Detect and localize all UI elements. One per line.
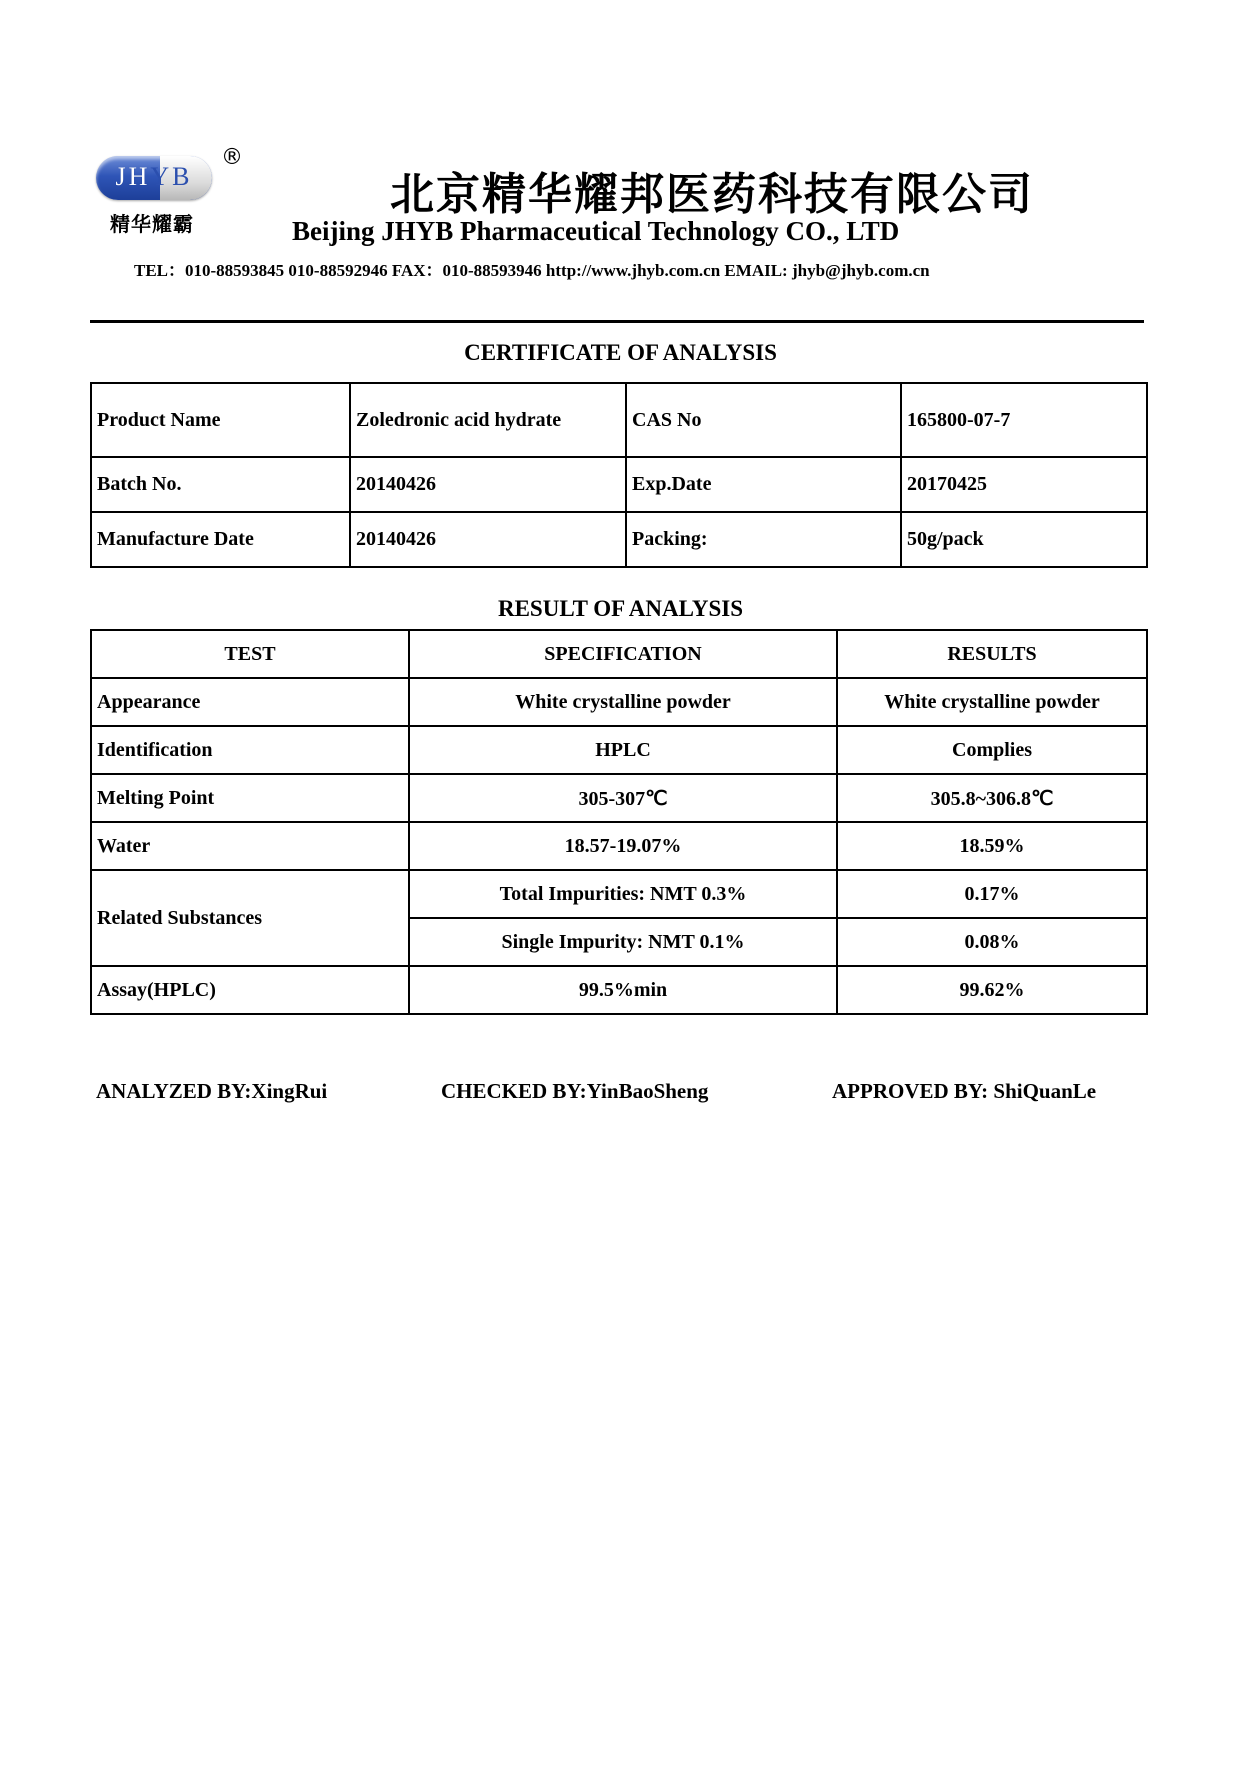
approved-by: APPROVED BY: ShiQuanLe	[832, 1079, 1097, 1103]
result-value: 99.62%	[837, 966, 1147, 1014]
test-name: Melting Point	[91, 774, 409, 822]
result-row	[91, 822, 1147, 870]
header-divider	[90, 320, 1144, 323]
info-label: CAS No	[626, 383, 901, 457]
result-value: 0.08%	[837, 918, 1147, 966]
specification-value: 99.5%min	[409, 966, 837, 1014]
specification-value: Total Impurities: NMT 0.3%	[409, 870, 837, 918]
specification-value: HPLC	[409, 726, 837, 774]
company-name-english: Beijing JHYB Pharmaceutical Technology CO., LTD	[292, 216, 900, 246]
product-info-table	[90, 382, 1148, 568]
result-header-row	[91, 630, 1147, 678]
column-header-test: TEST	[91, 630, 409, 678]
specification-value: White crystalline powder	[409, 678, 837, 726]
result-row	[91, 966, 1147, 1014]
info-value: 20140426	[350, 457, 626, 512]
result-value: White crystalline powder	[837, 678, 1147, 726]
logo-text-right: YB	[150, 162, 193, 191]
info-row	[91, 512, 1147, 567]
test-name: Assay(HPLC)	[91, 966, 409, 1014]
info-row	[91, 457, 1147, 512]
logo-text-left: JH	[115, 162, 151, 191]
certificate-title: CERTIFICATE OF ANALYSIS	[464, 340, 777, 365]
result-table	[90, 629, 1148, 1015]
info-value: Zoledronic acid hydrate	[350, 383, 626, 457]
info-label: Manufacture Date	[91, 512, 350, 567]
result-row	[91, 678, 1147, 726]
specification-value: Single Impurity: NMT 0.1%	[409, 918, 837, 966]
result-value: 0.17%	[837, 870, 1147, 918]
analyzed-by: ANALYZED BY:XingRui	[96, 1079, 328, 1103]
result-row	[91, 774, 1147, 822]
test-name: Related Substances	[91, 870, 409, 966]
specification-value: 305-307℃	[409, 774, 837, 822]
info-value: 50g/pack	[901, 512, 1147, 567]
column-header-specification: SPECIFICATION	[409, 630, 837, 678]
info-label: Product Name	[91, 383, 350, 457]
result-value: 305.8~306.8℃	[837, 774, 1147, 822]
column-header-results: RESULTS	[837, 630, 1147, 678]
checked-by: CHECKED BY:YinBaoSheng	[441, 1079, 709, 1103]
result-value: Complies	[837, 726, 1147, 774]
info-value: 20140426	[350, 512, 626, 567]
contact-line: TEL：010-88593845 010-88592946 FAX：010-88593946 http://www.jhyb.com.cn EMAIL: jhyb@jhyb.com.cn	[134, 261, 930, 280]
logo-pill-icon	[96, 156, 212, 200]
result-row	[91, 870, 1147, 918]
logo-chinese-name: 精华耀霸	[110, 212, 194, 236]
info-value: 20170425	[901, 457, 1147, 512]
test-name: Water	[91, 822, 409, 870]
company-name-chinese: 北京精华耀邦医药科技有限公司	[390, 169, 1034, 220]
result-title: RESULT OF ANALYSIS	[497, 596, 744, 621]
test-name: Identification	[91, 726, 409, 774]
test-name: Appearance	[91, 678, 409, 726]
logo-text	[96, 162, 212, 192]
info-label: Exp.Date	[626, 457, 901, 512]
info-row	[91, 383, 1147, 457]
result-value: 18.59%	[837, 822, 1147, 870]
specification-value: 18.57-19.07%	[409, 822, 837, 870]
company-logo	[96, 146, 266, 236]
registered-mark-icon: ®	[221, 145, 243, 170]
info-value: 165800-07-7	[901, 383, 1147, 457]
result-row	[91, 726, 1147, 774]
info-label: Batch No.	[91, 457, 350, 512]
info-label: Packing:	[626, 512, 901, 567]
